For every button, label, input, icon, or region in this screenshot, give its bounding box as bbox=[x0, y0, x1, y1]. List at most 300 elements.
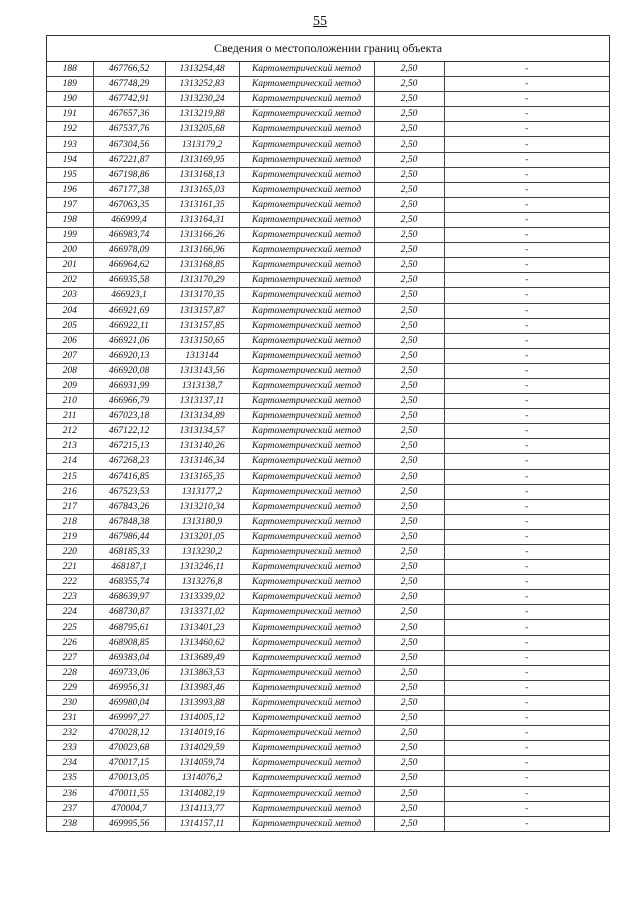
point-number-cell: 196 bbox=[47, 182, 93, 197]
table-row bbox=[47, 771, 609, 786]
accuracy-cell: 2,50 bbox=[374, 122, 444, 137]
method-cell: Картометрический метод bbox=[239, 695, 374, 710]
point-number-cell: 193 bbox=[47, 137, 93, 152]
x-coordinate-cell: 468795,61 bbox=[93, 620, 165, 635]
x-coordinate-cell: 466978,09 bbox=[93, 243, 165, 258]
point-number-cell: 221 bbox=[47, 560, 93, 575]
point-number-cell: 208 bbox=[47, 363, 93, 378]
x-coordinate-cell: 466921,06 bbox=[93, 333, 165, 348]
accuracy-cell: 2,50 bbox=[374, 575, 444, 590]
accuracy-cell: 2,50 bbox=[374, 273, 444, 288]
method-cell: Картометрический метод bbox=[239, 122, 374, 137]
method-cell: Картометрический метод bbox=[239, 711, 374, 726]
description-cell: - bbox=[444, 258, 609, 273]
method-cell: Картометрический метод bbox=[239, 801, 374, 816]
accuracy-cell: 2,50 bbox=[374, 756, 444, 771]
point-number-cell: 198 bbox=[47, 212, 93, 227]
x-coordinate-cell: 467215,13 bbox=[93, 439, 165, 454]
method-cell: Картометрический метод bbox=[239, 741, 374, 756]
description-cell: - bbox=[444, 409, 609, 424]
description-cell: - bbox=[444, 635, 609, 650]
accuracy-cell: 2,50 bbox=[374, 741, 444, 756]
method-cell: Картометрический метод bbox=[239, 243, 374, 258]
method-cell: Картометрический метод bbox=[239, 182, 374, 197]
table-row bbox=[47, 318, 609, 333]
accuracy-cell: 2,50 bbox=[374, 303, 444, 318]
accuracy-cell: 2,50 bbox=[374, 77, 444, 92]
y-coordinate-cell: 1313165,03 bbox=[165, 182, 239, 197]
method-cell: Картометрический метод bbox=[239, 152, 374, 167]
description-cell: - bbox=[444, 333, 609, 348]
method-cell: Картометрический метод bbox=[239, 363, 374, 378]
y-coordinate-cell: 1313146,34 bbox=[165, 454, 239, 469]
point-number-cell: 194 bbox=[47, 152, 93, 167]
y-coordinate-cell: 1313339,02 bbox=[165, 590, 239, 605]
method-cell: Картометрический метод bbox=[239, 378, 374, 393]
description-cell: - bbox=[444, 484, 609, 499]
x-coordinate-cell: 469980,04 bbox=[93, 695, 165, 710]
y-coordinate-cell: 1313252,83 bbox=[165, 77, 239, 92]
method-cell: Картометрический метод bbox=[239, 137, 374, 152]
table-row bbox=[47, 711, 609, 726]
x-coordinate-cell: 467657,36 bbox=[93, 107, 165, 122]
x-coordinate-cell: 467986,44 bbox=[93, 529, 165, 544]
table-row bbox=[47, 529, 609, 544]
description-cell: - bbox=[444, 545, 609, 560]
y-coordinate-cell: 1313219,88 bbox=[165, 107, 239, 122]
coordinates-table-body bbox=[47, 62, 609, 831]
point-number-cell: 233 bbox=[47, 741, 93, 756]
accuracy-cell: 2,50 bbox=[374, 499, 444, 514]
y-coordinate-cell: 1313460,62 bbox=[165, 635, 239, 650]
table-row bbox=[47, 605, 609, 620]
x-coordinate-cell: 467766,52 bbox=[93, 62, 165, 77]
method-cell: Картометрический метод bbox=[239, 756, 374, 771]
table-row bbox=[47, 288, 609, 303]
x-coordinate-cell: 468187,1 bbox=[93, 560, 165, 575]
x-coordinate-cell: 468185,33 bbox=[93, 545, 165, 560]
x-coordinate-cell: 468730,87 bbox=[93, 605, 165, 620]
accuracy-cell: 2,50 bbox=[374, 212, 444, 227]
point-number-cell: 199 bbox=[47, 228, 93, 243]
description-cell: - bbox=[444, 756, 609, 771]
y-coordinate-cell: 1313863,53 bbox=[165, 665, 239, 680]
x-coordinate-cell: 469997,27 bbox=[93, 711, 165, 726]
point-number-cell: 211 bbox=[47, 409, 93, 424]
y-coordinate-cell: 1313230,24 bbox=[165, 92, 239, 107]
accuracy-cell: 2,50 bbox=[374, 409, 444, 424]
accuracy-cell: 2,50 bbox=[374, 197, 444, 212]
y-coordinate-cell: 1314113,77 bbox=[165, 801, 239, 816]
x-coordinate-cell: 467268,23 bbox=[93, 454, 165, 469]
x-coordinate-cell: 467177,38 bbox=[93, 182, 165, 197]
accuracy-cell: 2,50 bbox=[374, 605, 444, 620]
x-coordinate-cell: 467023,18 bbox=[93, 409, 165, 424]
table-row bbox=[47, 575, 609, 590]
y-coordinate-cell: 1313168,85 bbox=[165, 258, 239, 273]
point-number-cell: 237 bbox=[47, 801, 93, 816]
method-cell: Картометрический метод bbox=[239, 228, 374, 243]
table-row bbox=[47, 665, 609, 680]
x-coordinate-cell: 467063,35 bbox=[93, 197, 165, 212]
description-cell: - bbox=[444, 152, 609, 167]
y-coordinate-cell: 1313150,65 bbox=[165, 333, 239, 348]
accuracy-cell: 2,50 bbox=[374, 182, 444, 197]
table-row bbox=[47, 243, 609, 258]
table-row bbox=[47, 394, 609, 409]
method-cell: Картометрический метод bbox=[239, 318, 374, 333]
point-number-cell: 200 bbox=[47, 243, 93, 258]
x-coordinate-cell: 466920,08 bbox=[93, 363, 165, 378]
x-coordinate-cell: 467416,85 bbox=[93, 469, 165, 484]
point-number-cell: 210 bbox=[47, 394, 93, 409]
description-cell: - bbox=[444, 288, 609, 303]
point-number-cell: 215 bbox=[47, 469, 93, 484]
description-cell: - bbox=[444, 726, 609, 741]
method-cell: Картометрический метод bbox=[239, 394, 374, 409]
method-cell: Картометрический метод bbox=[239, 665, 374, 680]
description-cell: - bbox=[444, 695, 609, 710]
point-number-cell: 231 bbox=[47, 711, 93, 726]
accuracy-cell: 2,50 bbox=[374, 665, 444, 680]
table-row bbox=[47, 62, 609, 77]
y-coordinate-cell: 1313134,57 bbox=[165, 424, 239, 439]
description-cell: - bbox=[444, 560, 609, 575]
description-cell: - bbox=[444, 454, 609, 469]
description-cell: - bbox=[444, 786, 609, 801]
accuracy-cell: 2,50 bbox=[374, 333, 444, 348]
description-cell: - bbox=[444, 137, 609, 152]
accuracy-cell: 2,50 bbox=[374, 560, 444, 575]
point-number-cell: 195 bbox=[47, 167, 93, 182]
point-number-cell: 227 bbox=[47, 650, 93, 665]
table-row bbox=[47, 92, 609, 107]
accuracy-cell: 2,50 bbox=[374, 801, 444, 816]
y-coordinate-cell: 1313254,48 bbox=[165, 62, 239, 77]
x-coordinate-cell: 467748,29 bbox=[93, 77, 165, 92]
y-coordinate-cell: 1313168,13 bbox=[165, 167, 239, 182]
point-number-cell: 224 bbox=[47, 605, 93, 620]
method-cell: Картометрический метод bbox=[239, 605, 374, 620]
accuracy-cell: 2,50 bbox=[374, 62, 444, 77]
description-cell: - bbox=[444, 469, 609, 484]
method-cell: Картометрический метод bbox=[239, 575, 374, 590]
x-coordinate-cell: 466922,11 bbox=[93, 318, 165, 333]
y-coordinate-cell: 1313371,02 bbox=[165, 605, 239, 620]
method-cell: Картометрический метод bbox=[239, 560, 374, 575]
table-row bbox=[47, 484, 609, 499]
point-number-cell: 188 bbox=[47, 62, 93, 77]
point-number-cell: 192 bbox=[47, 122, 93, 137]
table-row bbox=[47, 197, 609, 212]
point-number-cell: 207 bbox=[47, 348, 93, 363]
table-row bbox=[47, 741, 609, 756]
method-cell: Картометрический метод bbox=[239, 212, 374, 227]
table-row bbox=[47, 635, 609, 650]
point-number-cell: 204 bbox=[47, 303, 93, 318]
table-row bbox=[47, 152, 609, 167]
method-cell: Картометрический метод bbox=[239, 771, 374, 786]
point-number-cell: 217 bbox=[47, 499, 93, 514]
point-number-cell: 219 bbox=[47, 529, 93, 544]
description-cell: - bbox=[444, 424, 609, 439]
x-coordinate-cell: 469956,31 bbox=[93, 680, 165, 695]
y-coordinate-cell: 1314076,2 bbox=[165, 771, 239, 786]
y-coordinate-cell: 1314005,12 bbox=[165, 711, 239, 726]
method-cell: Картометрический метод bbox=[239, 288, 374, 303]
x-coordinate-cell: 470004,7 bbox=[93, 801, 165, 816]
table-row bbox=[47, 590, 609, 605]
x-coordinate-cell: 467221,87 bbox=[93, 152, 165, 167]
point-number-cell: 225 bbox=[47, 620, 93, 635]
point-number-cell: 191 bbox=[47, 107, 93, 122]
y-coordinate-cell: 1313177,2 bbox=[165, 484, 239, 499]
point-number-cell: 220 bbox=[47, 545, 93, 560]
accuracy-cell: 2,50 bbox=[374, 424, 444, 439]
point-number-cell: 206 bbox=[47, 333, 93, 348]
x-coordinate-cell: 467122,12 bbox=[93, 424, 165, 439]
description-cell: - bbox=[444, 590, 609, 605]
method-cell: Картометрический метод bbox=[239, 62, 374, 77]
x-coordinate-cell: 466920,13 bbox=[93, 348, 165, 363]
y-coordinate-cell: 1313993,88 bbox=[165, 695, 239, 710]
accuracy-cell: 2,50 bbox=[374, 529, 444, 544]
table-row bbox=[47, 228, 609, 243]
description-cell: - bbox=[444, 378, 609, 393]
table-row bbox=[47, 680, 609, 695]
accuracy-cell: 2,50 bbox=[374, 92, 444, 107]
table-row bbox=[47, 726, 609, 741]
table-row bbox=[47, 545, 609, 560]
accuracy-cell: 2,50 bbox=[374, 484, 444, 499]
y-coordinate-cell: 1313210,34 bbox=[165, 499, 239, 514]
point-number-cell: 216 bbox=[47, 484, 93, 499]
x-coordinate-cell: 467537,76 bbox=[93, 122, 165, 137]
description-cell: - bbox=[444, 318, 609, 333]
point-number-cell: 189 bbox=[47, 77, 93, 92]
accuracy-cell: 2,50 bbox=[374, 152, 444, 167]
method-cell: Картометрический метод bbox=[239, 514, 374, 529]
x-coordinate-cell: 470028,12 bbox=[93, 726, 165, 741]
y-coordinate-cell: 1313140,26 bbox=[165, 439, 239, 454]
accuracy-cell: 2,50 bbox=[374, 650, 444, 665]
x-coordinate-cell: 466921,69 bbox=[93, 303, 165, 318]
description-cell: - bbox=[444, 243, 609, 258]
table-row bbox=[47, 499, 609, 514]
point-number-cell: 203 bbox=[47, 288, 93, 303]
table-row bbox=[47, 469, 609, 484]
table-row bbox=[47, 303, 609, 318]
method-cell: Картометрический метод bbox=[239, 273, 374, 288]
point-number-cell: 222 bbox=[47, 575, 93, 590]
accuracy-cell: 2,50 bbox=[374, 137, 444, 152]
table-row bbox=[47, 424, 609, 439]
y-coordinate-cell: 1313144 bbox=[165, 348, 239, 363]
point-number-cell: 223 bbox=[47, 590, 93, 605]
table-row bbox=[47, 620, 609, 635]
method-cell: Картометрический метод bbox=[239, 469, 374, 484]
table-row bbox=[47, 212, 609, 227]
y-coordinate-cell: 1314029,59 bbox=[165, 741, 239, 756]
description-cell: - bbox=[444, 348, 609, 363]
y-coordinate-cell: 1313170,29 bbox=[165, 273, 239, 288]
coordinates-table bbox=[47, 62, 609, 831]
point-number-cell: 232 bbox=[47, 726, 93, 741]
x-coordinate-cell: 467742,91 bbox=[93, 92, 165, 107]
table-row bbox=[47, 756, 609, 771]
y-coordinate-cell: 1313166,26 bbox=[165, 228, 239, 243]
x-coordinate-cell: 468639,97 bbox=[93, 590, 165, 605]
y-coordinate-cell: 1313276,8 bbox=[165, 575, 239, 590]
y-coordinate-cell: 1313246,11 bbox=[165, 560, 239, 575]
table-row bbox=[47, 454, 609, 469]
y-coordinate-cell: 1314157,11 bbox=[165, 816, 239, 831]
description-cell: - bbox=[444, 711, 609, 726]
table-row bbox=[47, 137, 609, 152]
point-number-cell: 197 bbox=[47, 197, 93, 212]
x-coordinate-cell: 467304,56 bbox=[93, 137, 165, 152]
table-row bbox=[47, 258, 609, 273]
table-row bbox=[47, 560, 609, 575]
point-number-cell: 230 bbox=[47, 695, 93, 710]
x-coordinate-cell: 468355,74 bbox=[93, 575, 165, 590]
point-number-cell: 234 bbox=[47, 756, 93, 771]
method-cell: Картометрический метод bbox=[239, 107, 374, 122]
accuracy-cell: 2,50 bbox=[374, 514, 444, 529]
y-coordinate-cell: 1313143,56 bbox=[165, 363, 239, 378]
method-cell: Картометрический метод bbox=[239, 620, 374, 635]
description-cell: - bbox=[444, 92, 609, 107]
point-number-cell: 238 bbox=[47, 816, 93, 831]
table-row bbox=[47, 439, 609, 454]
accuracy-cell: 2,50 bbox=[374, 816, 444, 831]
x-coordinate-cell: 466999,4 bbox=[93, 212, 165, 227]
y-coordinate-cell: 1313157,87 bbox=[165, 303, 239, 318]
accuracy-cell: 2,50 bbox=[374, 680, 444, 695]
description-cell: - bbox=[444, 514, 609, 529]
method-cell: Картометрический метод bbox=[239, 484, 374, 499]
point-number-cell: 212 bbox=[47, 424, 93, 439]
description-cell: - bbox=[444, 650, 609, 665]
description-cell: - bbox=[444, 529, 609, 544]
x-coordinate-cell: 470011,55 bbox=[93, 786, 165, 801]
y-coordinate-cell: 1313689,49 bbox=[165, 650, 239, 665]
description-cell: - bbox=[444, 680, 609, 695]
x-coordinate-cell: 470017,15 bbox=[93, 756, 165, 771]
x-coordinate-cell: 469995,56 bbox=[93, 816, 165, 831]
y-coordinate-cell: 1314019,16 bbox=[165, 726, 239, 741]
point-number-cell: 202 bbox=[47, 273, 93, 288]
x-coordinate-cell: 467848,38 bbox=[93, 514, 165, 529]
point-number-cell: 209 bbox=[47, 378, 93, 393]
x-coordinate-cell: 470013,05 bbox=[93, 771, 165, 786]
method-cell: Картометрический метод bbox=[239, 726, 374, 741]
method-cell: Картометрический метод bbox=[239, 499, 374, 514]
method-cell: Картометрический метод bbox=[239, 454, 374, 469]
table-row bbox=[47, 801, 609, 816]
accuracy-cell: 2,50 bbox=[374, 348, 444, 363]
x-coordinate-cell: 466923,1 bbox=[93, 288, 165, 303]
accuracy-cell: 2,50 bbox=[374, 439, 444, 454]
description-cell: - bbox=[444, 741, 609, 756]
x-coordinate-cell: 466935,58 bbox=[93, 273, 165, 288]
method-cell: Картометрический метод bbox=[239, 92, 374, 107]
accuracy-cell: 2,50 bbox=[374, 454, 444, 469]
point-number-cell: 214 bbox=[47, 454, 93, 469]
y-coordinate-cell: 1313161,35 bbox=[165, 197, 239, 212]
description-cell: - bbox=[444, 620, 609, 635]
table-row bbox=[47, 378, 609, 393]
method-cell: Картометрический метод bbox=[239, 635, 374, 650]
description-cell: - bbox=[444, 107, 609, 122]
accuracy-cell: 2,50 bbox=[374, 711, 444, 726]
y-coordinate-cell: 1313164,31 bbox=[165, 212, 239, 227]
description-cell: - bbox=[444, 77, 609, 92]
table-row bbox=[47, 816, 609, 831]
table-row bbox=[47, 409, 609, 424]
y-coordinate-cell: 1313201,05 bbox=[165, 529, 239, 544]
point-number-cell: 190 bbox=[47, 92, 93, 107]
description-cell: - bbox=[444, 771, 609, 786]
x-coordinate-cell: 466966,79 bbox=[93, 394, 165, 409]
description-cell: - bbox=[444, 816, 609, 831]
x-coordinate-cell: 469733,06 bbox=[93, 665, 165, 680]
x-coordinate-cell: 467523,53 bbox=[93, 484, 165, 499]
table-row bbox=[47, 786, 609, 801]
table-row bbox=[47, 333, 609, 348]
accuracy-cell: 2,50 bbox=[374, 228, 444, 243]
y-coordinate-cell: 1313230,2 bbox=[165, 545, 239, 560]
method-cell: Картометрический метод bbox=[239, 258, 374, 273]
x-coordinate-cell: 469383,04 bbox=[93, 650, 165, 665]
description-cell: - bbox=[444, 439, 609, 454]
accuracy-cell: 2,50 bbox=[374, 620, 444, 635]
table-row bbox=[47, 273, 609, 288]
point-number-cell: 235 bbox=[47, 771, 93, 786]
point-number-cell: 205 bbox=[47, 318, 93, 333]
method-cell: Картометрический метод bbox=[239, 786, 374, 801]
accuracy-cell: 2,50 bbox=[374, 258, 444, 273]
accuracy-cell: 2,50 bbox=[374, 469, 444, 484]
table-row bbox=[47, 182, 609, 197]
description-cell: - bbox=[444, 605, 609, 620]
description-cell: - bbox=[444, 801, 609, 816]
description-cell: - bbox=[444, 62, 609, 77]
accuracy-cell: 2,50 bbox=[374, 786, 444, 801]
point-number-cell: 213 bbox=[47, 439, 93, 454]
point-number-cell: 236 bbox=[47, 786, 93, 801]
method-cell: Картометрический метод bbox=[239, 680, 374, 695]
method-cell: Картометрический метод bbox=[239, 333, 374, 348]
table-row bbox=[47, 363, 609, 378]
method-cell: Картометрический метод bbox=[239, 167, 374, 182]
table-row bbox=[47, 77, 609, 92]
point-number-cell: 229 bbox=[47, 680, 93, 695]
x-coordinate-cell: 466964,62 bbox=[93, 258, 165, 273]
description-cell: - bbox=[444, 167, 609, 182]
y-coordinate-cell: 1313401,23 bbox=[165, 620, 239, 635]
accuracy-cell: 2,50 bbox=[374, 167, 444, 182]
accuracy-cell: 2,50 bbox=[374, 378, 444, 393]
y-coordinate-cell: 1313205,68 bbox=[165, 122, 239, 137]
point-number-cell: 228 bbox=[47, 665, 93, 680]
y-coordinate-cell: 1314082,19 bbox=[165, 786, 239, 801]
x-coordinate-cell: 467198,86 bbox=[93, 167, 165, 182]
table-title: Сведения о местоположении границ объекта bbox=[47, 36, 609, 62]
x-coordinate-cell: 470023,68 bbox=[93, 741, 165, 756]
x-coordinate-cell: 467843,26 bbox=[93, 499, 165, 514]
method-cell: Картометрический метод bbox=[239, 816, 374, 831]
